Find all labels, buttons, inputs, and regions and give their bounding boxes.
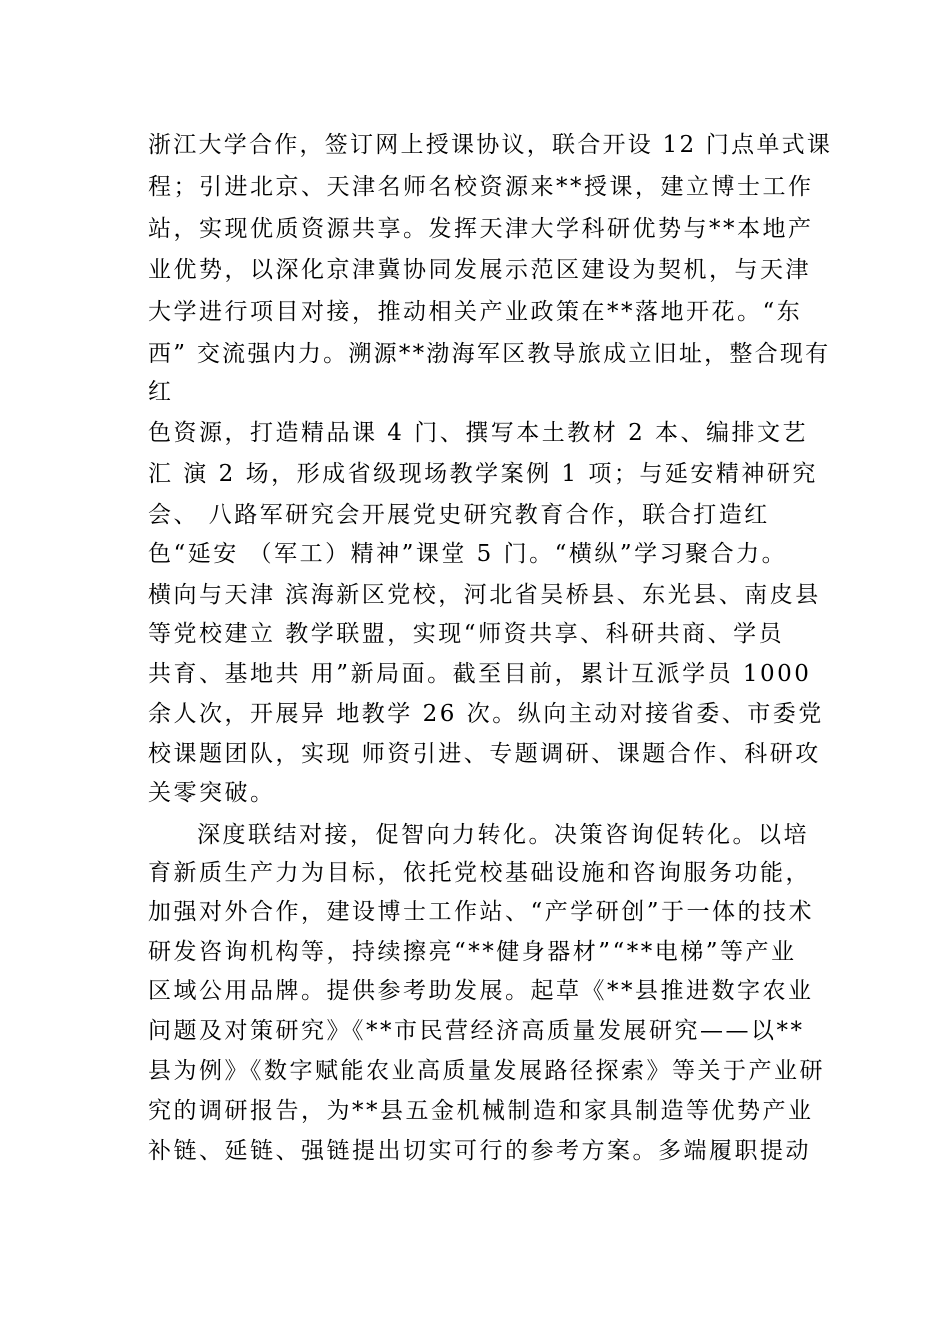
paragraph-start-line: 深度联结对接，促智向力转化。决策咨询促转化。以培 — [197, 822, 809, 848]
text-line: 等党校建立 教学联盟，实现“师资共享、科研共商、学员 — [148, 621, 785, 647]
text-line: 关零突破。 — [148, 780, 276, 806]
text-line: 横向与天津 滨海新区党校，河北省吴桥县、东光县、南皮县 — [148, 582, 821, 608]
text-line: 余人次，开展异 地教学 26 次。纵向主动对接省委、市委党 — [148, 701, 824, 727]
text-line: 色“延安 （军工）精神”课堂 5 门。“横纵”学习聚合力。 — [148, 541, 788, 567]
text-line: 加强对外合作，建设博士工作站、“产学研创”于一体的技术 — [148, 899, 815, 925]
text-line: 程；引进北京、天津名师名校资源来**授课，建立博士工作 — [148, 174, 814, 200]
text-line: 大学进行项目对接，推动相关产业政策在**落地开花。“东 — [148, 299, 803, 325]
text-line: 红 — [148, 379, 174, 405]
text-line: 站，实现优质资源共享。发挥天津大学科研优势与**本地产 — [148, 216, 814, 242]
text-line: 汇 演 2 场，形成省级现场教学案例 1 项；与延安精神研究 — [148, 461, 818, 487]
text-line: 究的调研报告，为**县五金机械制造和家具制造等优势产业 — [148, 1098, 814, 1124]
text-line: 县为例》《数字赋能农业高质量发展路径探索》等关于产业研 — [148, 1058, 825, 1084]
text-line: 会、 八路军研究会开展党史研究教育合作，联合打造红 — [148, 502, 770, 528]
text-line: 补链、延链、强链提出切实可行的参考方案。多端履职提动 — [148, 1138, 811, 1164]
text-line: 问题及对策研究》《**市民营经济高质量发展研究——以** — [148, 1018, 805, 1044]
text-line: 研发咨询机构等，持续擦亮“**健身器材”“**电梯”等产业 — [148, 939, 797, 965]
text-line: 校课题团队，实现 师资引进、专题调研、课题合作、科研攻 — [148, 741, 821, 767]
text-line: 业优势，以深化京津冀协同发展示范区建设为契机，与天津 — [148, 257, 811, 283]
text-line: 区域公用品牌。提供参考助发展。起草《**县推进数字农业 — [148, 978, 814, 1004]
text-line: 育新质生产力为目标，依托党校基础设施和咨询服务功能， — [148, 860, 811, 886]
text-line: 西” 交流强内力。溯源**渤海军区教导旅成立旧址，整合现有 — [148, 341, 831, 367]
text-line: 浙江大学合作，签订网上授课协议，联合开设 12 门点单式课 — [148, 132, 833, 158]
text-line: 共育、基地共 用”新局面。截至目前，累计互派学员 1000 — [148, 661, 812, 687]
text-line: 色资源，打造精品课 4 门、撰写本土教材 2 本、编排文艺 — [148, 420, 809, 446]
